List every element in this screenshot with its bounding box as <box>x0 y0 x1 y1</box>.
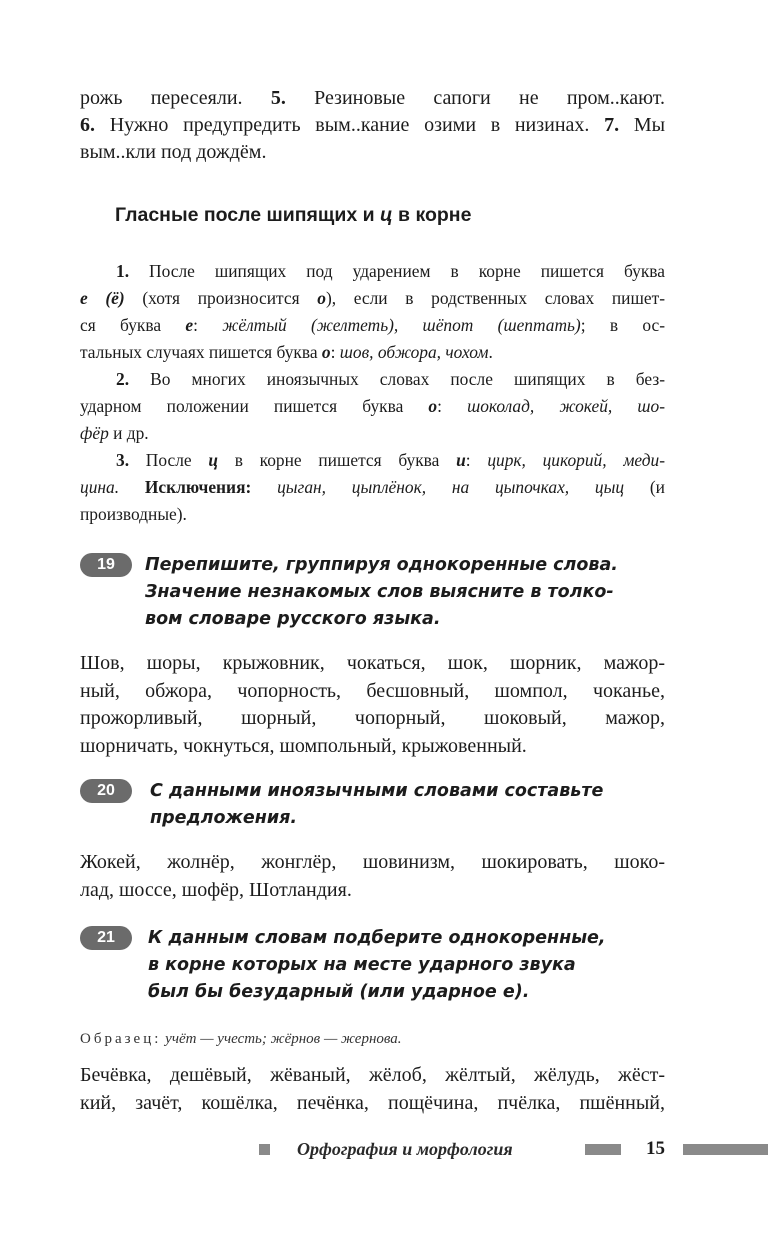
rule-1-line: 1. После шипящих под ударением в корне пишется буква <box>116 261 665 281</box>
task-instruction: Перепишите, группируя однокоренные слова. Значение незнакомых слов выясните в толко- вом словаре русского языка. <box>145 555 618 629</box>
word-line: шорничать, чокнуться, шомпольный, крыжовенный. <box>80 734 527 757</box>
page-number: 15 <box>646 1138 665 1159</box>
rule-2-line: 2. Во многих иноязычных словах после шипящих в без- <box>116 369 665 389</box>
word-line: Бечёвка, дешёвый, жёваный, жёлоб, жёлтый, жёлудь, жёст- <box>80 1064 665 1086</box>
rule-2-line: фёр и др. <box>80 423 149 443</box>
rule-3-line: 3. После ц в корне пишется буква и: цирк, цикорий, меди- <box>116 450 665 470</box>
rule-3-line: цина. Исключения: цыган, цыплёнок, на цыпочках, цыц (и <box>80 477 665 497</box>
task-number-badge: 20 <box>80 779 132 803</box>
task-21-example <box>80 1029 665 1049</box>
task-21-words <box>80 1062 665 1117</box>
footer-square-marker <box>259 1144 270 1155</box>
rule-3-line: производные). <box>80 504 187 524</box>
footer-bar-right <box>683 1144 768 1155</box>
word-line: кий, зачёт, кошёлка, печёнка, пощёчина, пчёлка, пшённый, <box>80 1091 665 1114</box>
text-line: вым..кли под дождём. <box>80 141 267 163</box>
word-line: ный, обжора, чопорность, бесшовный, шомпол, чоканье, <box>80 679 665 702</box>
word-line: прожорливый, шорный, чопорный, шоковый, мажор, <box>80 707 665 729</box>
word-line: лад, шоссе, шофёр, Шотландия. <box>80 878 352 901</box>
rule-1-line: тальных случаях пишется буква о: шов, обжора, чохом. <box>80 342 493 362</box>
task-number-badge: 19 <box>80 553 132 577</box>
task-instruction: С данными иноязычными словами составьте предложения. <box>150 781 604 828</box>
text-line: рожь пересеяли. 5. Резиновые сапоги не пром..кают. <box>80 87 666 109</box>
section-heading: Гласные после шипящих и ц в корне <box>115 204 472 226</box>
rules-block <box>80 258 665 528</box>
task-20-words <box>80 849 665 904</box>
footer-title: Орфография и морфология <box>297 1139 513 1159</box>
word-line: Шов, шоры, крыжовник, чокаться, шок, шорник, мажор- <box>80 652 665 674</box>
rule-2-line: ударном положении пишется буква о: шоколад, жокей, шо- <box>80 396 665 416</box>
task-number-badge: 21 <box>80 926 132 950</box>
example-line <box>80 1029 665 1049</box>
text-line: 6. Нужно предупредить вым..кание озими в низинах. 7. Мы <box>80 114 666 136</box>
task-19-words <box>80 650 665 760</box>
example-text: учёт — учесть; жёрнов — жернова. <box>165 1031 402 1047</box>
example-label: Образец: <box>80 1031 162 1047</box>
top-paragraph <box>80 85 665 166</box>
page-footer <box>0 1136 768 1166</box>
rule-1-line: ся буква е: жёлтый (желтеть), шёпот (шептать); в ос- <box>80 315 665 335</box>
task-instruction: К данным словам подберите однокоренные, в корне которых на месте ударного звука был бы безударный (или ударное е). <box>148 928 606 1002</box>
rule-1-line: е (ё) (хотя произносится о), если в родственных словах пишет- <box>80 288 665 308</box>
word-line: Жокей, жолнёр, жонглёр, шовинизм, шокировать, шоко- <box>80 851 665 873</box>
footer-bar-left <box>585 1144 621 1155</box>
